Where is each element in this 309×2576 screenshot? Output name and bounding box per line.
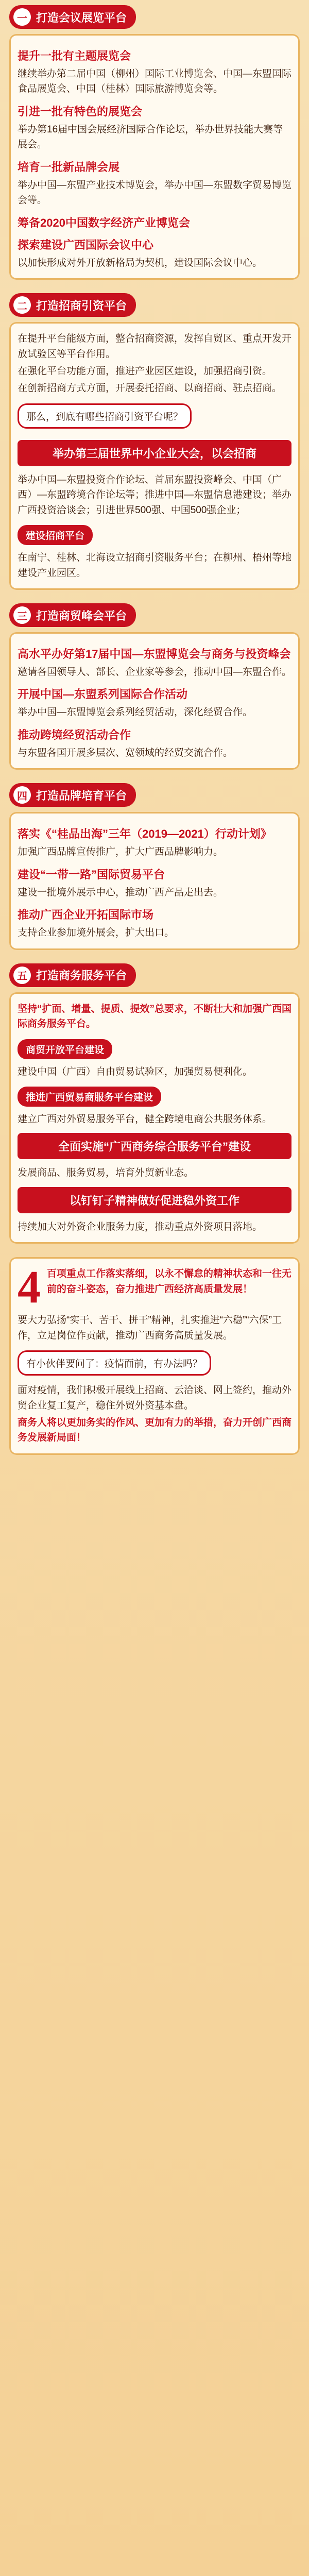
section-title: 打造会议展览平台 (36, 11, 127, 24)
section-header (9, 5, 136, 29)
speech-bubble: 有小伙伴要问了：疫情面前，有办法吗？ (18, 1350, 211, 1376)
closing-headline: 百项重点工作落实落细，以永不懈怠的精神状态和一往无前的奋斗姿态，奋力推进广西经济高质量发展！ (47, 1268, 292, 1295)
item-title: 探索建设广西国际会议中心 (18, 238, 154, 251)
paragraph: 在南宁、桂林、北海设立招商引资服务平台；在柳州、梧州等地建设产业园区。 (18, 552, 292, 579)
section-card (9, 812, 300, 950)
section-brand (9, 783, 300, 950)
item-title: 培育一批新品牌会展 (18, 160, 120, 174)
paragraph: 举办中国—东盟投资合作论坛、首届东盟投资峰会、中国（广西）—东盟跨境合作论坛等；推进中国—东盟信息港建设；举办广西投资洽谈会；引进世界500强、中国500强企业； (18, 474, 292, 516)
section-number: 五 (13, 967, 31, 984)
section-number: 三 (13, 606, 31, 624)
section-card (9, 1257, 300, 1455)
section-number: 一 (13, 8, 31, 26)
paragraph: 在提升平台能级方面，整合招商资源，发挥自贸区、重点开发开放试验区等平台作用。 (18, 333, 292, 360)
section-card (9, 322, 300, 590)
item-text: 举办中国—东盟博览会系列经贸活动，深化经贸合作。 (18, 707, 253, 718)
item-text: 举办中国—东盟产业技术博览会，举办中国—东盟数字贸易博览会等。 (18, 179, 292, 206)
paragraph: 在创新招商方式方面，开展委托招商、以商招商、驻点招商。 (18, 383, 282, 394)
section-intro: 坚持“扩面、增量、提质、提效”总要求，不断壮大和加强广西国际商务服务平台。 (18, 1003, 292, 1030)
section-title: 打造商贸峰会平台 (36, 609, 127, 622)
item-title: 开展中国—东盟系列国际合作活动 (18, 688, 188, 701)
section-title: 打造商务服务平台 (36, 969, 127, 982)
big-number: 4 (18, 1262, 41, 1313)
section-title: 打造招商引资平台 (36, 299, 127, 312)
item-title: 高水平办好第17届中国—东盟博览会与商务与投资峰会 (18, 648, 291, 660)
item-text: 以加快形成对外开放新格局为契机，建设国际会议中心。 (18, 257, 263, 268)
item-text: 邀请各国领导人、部长、企业家等参会，推动中国—东盟合作。 (18, 667, 292, 677)
section-header (9, 783, 136, 807)
pill-label: 推进广西贸易商服务平台建设 (18, 1087, 161, 1107)
item-text: 与东盟各国开展多层次、宽领域的经贸交流合作。 (18, 747, 233, 758)
paragraph: 面对疫情，我们积极开展线上招商、云洽谈、网上签约，推动外贸企业复工复产，稳住外贸外资基本盘。 (18, 1385, 292, 1411)
item-title: 落实《“桂品出海”三年（2019—2021）行动计划》 (18, 827, 272, 841)
paragraph: 建设中国（广西）自由贸易试验区，加强贸易便利化。 (18, 1066, 253, 1077)
item-title: 提升一批有主题展览会 (18, 49, 131, 62)
item-title: 推动跨境经贸活动合作 (18, 728, 131, 741)
paragraph: 商务人将以更加务实的作风、更加有力的举措，奋力开创广西商务发展新局面！ (18, 1417, 292, 1444)
banner: 以钉钉子精神做好促进稳外资工作 (18, 1187, 291, 1213)
pill-label: 建设招商平台 (18, 525, 93, 545)
section-card (9, 34, 300, 280)
paragraph: 持续加大对外资企业服务力度，推动重点外资项目落地。 (18, 1221, 263, 1232)
section-card (9, 632, 300, 770)
section-header (9, 293, 136, 317)
section-number: 四 (13, 786, 31, 804)
section-number: 二 (13, 296, 31, 314)
section-card (9, 992, 300, 1244)
banner: 举办第三届世界中小企业大会，以会招商 (18, 440, 291, 466)
item-text: 支持企业参加境外展会，扩大出口。 (18, 927, 175, 939)
item-title: 筹备2020中国数字经济产业博览会 (18, 216, 190, 229)
section-service (9, 963, 300, 1244)
section-header (9, 963, 136, 987)
item-title: 建设“一带一路”国际贸易平台 (18, 868, 165, 881)
paragraph: 要大力弘扬“实干、苦干、拼干”精神，扎实推进“六稳”“六保”工作，立足岗位作贡献，推动广西商务高质量发展。 (18, 1315, 282, 1341)
item-text: 举办第16届中国会展经济国际合作论坛，举办世界技能大赛等展会。 (18, 124, 283, 150)
section-title: 打造品牌培育平台 (36, 789, 127, 802)
item-text: 继续举办第二届中国（柳州）国际工业博览会、中国—东盟国际食品展览会、中国（桂林）国际旅游博览会等。 (18, 69, 292, 95)
item-text: 建设一批境外展示中心，推动广西产品走出去。 (18, 887, 224, 898)
item-title: 引进一批有特色的展览会 (18, 105, 143, 118)
item-text: 加强广西品牌宣传推广，扩大广西品牌影响力。 (18, 846, 224, 858)
section-investment (9, 293, 300, 590)
item-title: 推动广西企业开拓国际市场 (18, 908, 154, 922)
paragraph: 建立广西对外贸易服务平台，健全跨境电商公共服务体系。 (18, 1113, 272, 1125)
section-exhibition (9, 5, 300, 280)
section-closing (9, 1257, 300, 1455)
section-summit (9, 603, 300, 770)
pill-label: 商贸开放平台建设 (18, 1039, 112, 1059)
paragraph: 在强化平台功能方面，推进产业园区建设，加强招商引资。 (18, 365, 272, 377)
speech-bubble: 那么，到底有哪些招商引资平台呢？ (18, 403, 192, 429)
banner: 全面实施“广西商务综合服务平台”建设 (18, 1133, 291, 1159)
paragraph: 发展商品、服务贸易，培育外贸新业态。 (18, 1167, 194, 1179)
section-header (9, 603, 136, 627)
